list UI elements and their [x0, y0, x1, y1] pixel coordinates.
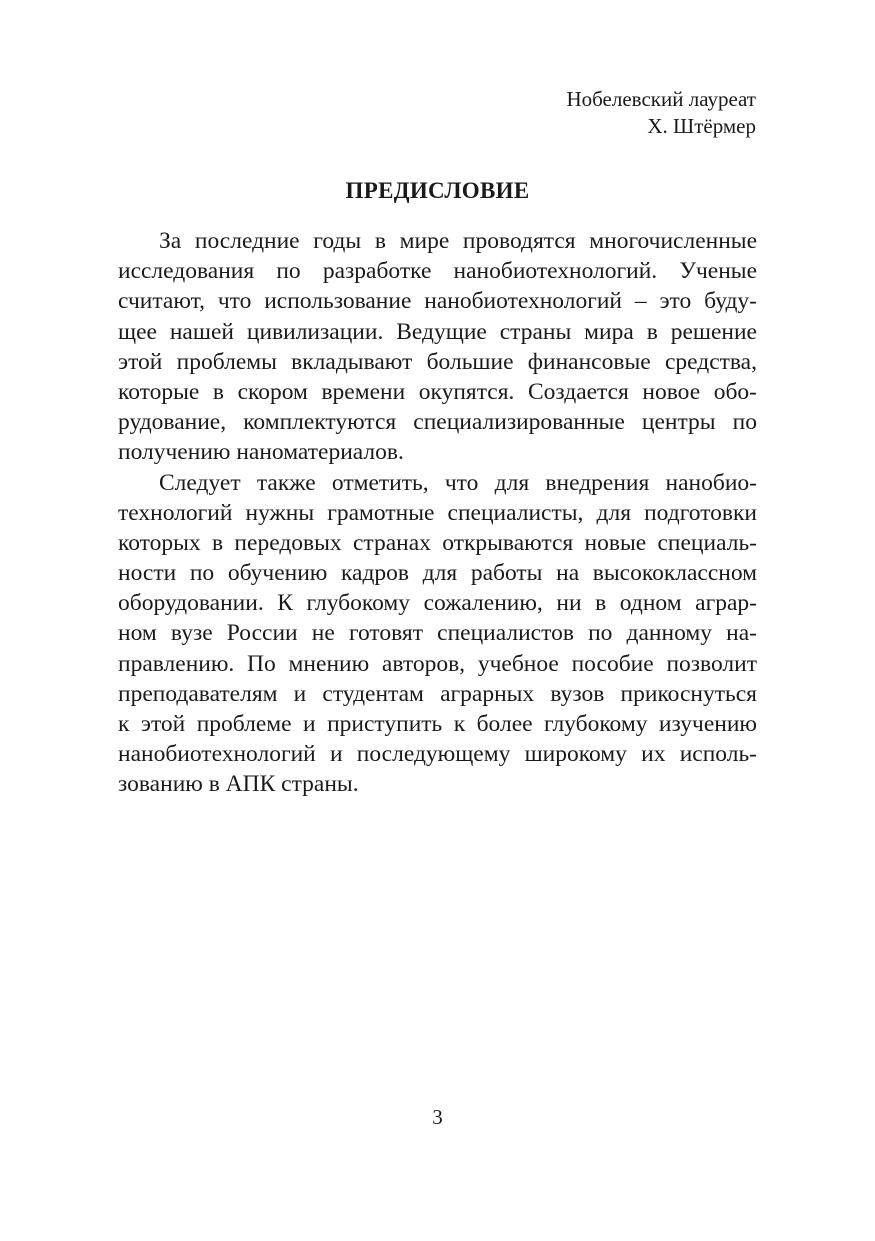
paragraph-1 — [118, 226, 757, 468]
text-line: рудование, комплектуются специализированные центры по — [118, 409, 757, 436]
page-title: ПРЕДИСЛОВИЕ — [345, 178, 530, 203]
text-line: правлению. По мнению авторов, учебное пособие позволит — [118, 650, 757, 677]
text-line: преподавателям и студентам аграрных вузов прикоснуться — [118, 680, 757, 707]
text-line: оборудовании. К глубокому сожалению, ни в одном аграр- — [118, 590, 757, 617]
text-line: ности по обучению кадров для работы на высококлассном — [118, 560, 757, 587]
text-line: щее нашей цивилизации. Ведущие страны мира в решение — [118, 318, 757, 345]
page-number: 3 — [432, 1105, 443, 1129]
epigraph-attribution — [566, 86, 756, 140]
text-line: которые в скором времени окупятся. Создается новое обо- — [118, 378, 757, 405]
text-line: ном вузе России не готовят специалистов по данному на- — [118, 620, 757, 647]
text-line: зованию в АПК страны. — [118, 771, 359, 798]
text-line: исследования по разработке нанобиотехнологий. Ученые — [118, 258, 757, 285]
attribution-name: Х. Штёрмер — [647, 114, 756, 138]
paragraph-2 — [118, 468, 757, 800]
text-line: которых в передовых странах открываются новые специаль- — [118, 529, 757, 556]
text-line: этой проблемы вкладывают большие финансовые средства, — [118, 348, 757, 375]
text-line: За последние годы в мире проводятся многочисленные — [159, 228, 757, 254]
attribution-title: Нобелевский лауреат — [566, 87, 756, 111]
text-line: технологий нужны грамотные специалисты, для подготовки — [118, 499, 757, 526]
text-line: нанобиотехнологий и последующему широкому их исполь- — [118, 741, 757, 768]
text-line: считают, что использование нанобиотехнологий – это буду- — [118, 288, 757, 315]
text-line: получению наноматериалов. — [118, 439, 404, 466]
text-line: к этой проблеме и приступить к более глубокому изучению — [118, 711, 757, 737]
body-text — [118, 226, 757, 800]
text-line: Следует также отметить, что для внедрения нанобио- — [159, 469, 757, 496]
